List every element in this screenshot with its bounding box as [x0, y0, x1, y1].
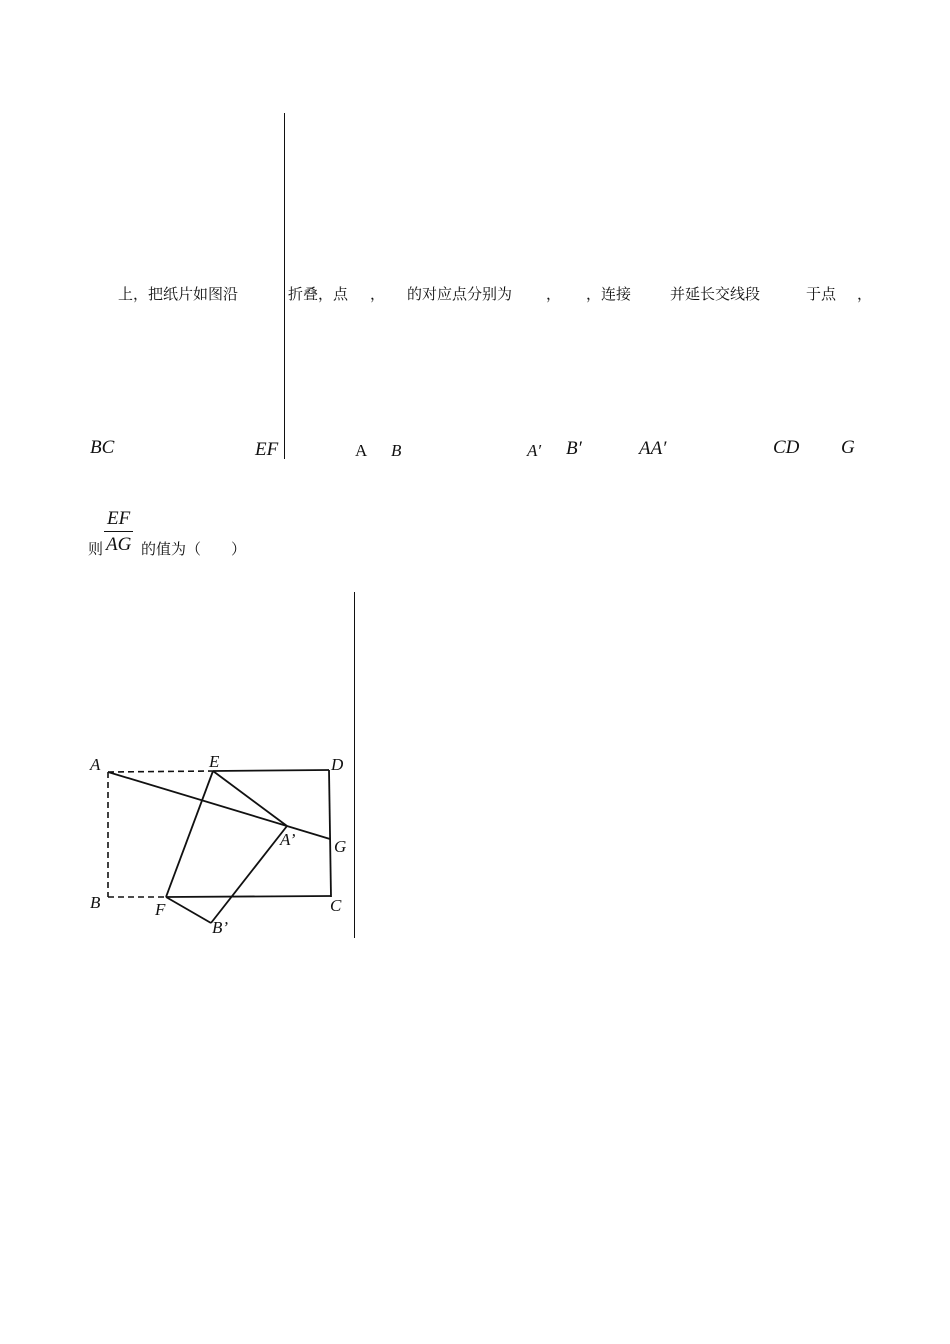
math-label-b-prime: B′: [566, 438, 582, 459]
text-segment: ，连接: [586, 285, 632, 303]
segment-fc: [166, 896, 331, 897]
math-label-ef: EF: [255, 439, 279, 460]
label-f: F: [155, 900, 166, 919]
divider-line-top: [284, 113, 285, 459]
text-segment: ，: [857, 285, 873, 303]
math-label-a: A: [355, 441, 368, 460]
text-segment: 于点: [806, 285, 837, 303]
math-label-b: B: [391, 441, 402, 460]
text-segment: 的对应点分别为: [407, 285, 513, 303]
question-prefix: 则: [88, 540, 104, 558]
math-label-cd: CD: [773, 437, 800, 458]
geometry-figure: [80, 740, 360, 950]
label-a-prime: A’: [280, 830, 296, 849]
question-suffix: 的值为（ ）: [141, 540, 247, 558]
math-label-a-prime: A′: [527, 441, 542, 460]
text-segment: 上，把纸片如图沿: [118, 285, 239, 303]
segment-dc: [329, 770, 331, 897]
label-b: B: [90, 893, 101, 912]
text-segment: 并延长交线段: [670, 285, 761, 303]
math-label-g: G: [841, 437, 855, 458]
segment-a-prime-b-prime: [211, 826, 287, 923]
math-label-aa-prime: AA′: [639, 438, 667, 459]
fraction-numerator: EF: [107, 508, 131, 529]
segment-b-prime-f: [166, 897, 211, 923]
fold-line-ef: [166, 771, 213, 897]
label-c: C: [330, 896, 342, 915]
segment-ea-prime: [213, 771, 287, 826]
text-segment: 折叠，点: [288, 285, 349, 303]
fraction-denominator: AG: [104, 531, 133, 554]
label-b-prime: B’: [212, 918, 229, 937]
fraction: [104, 509, 133, 554]
segment-ag: [108, 772, 330, 839]
math-label-bc: BC: [90, 437, 115, 458]
label-g: G: [334, 837, 347, 856]
label-d: D: [331, 755, 344, 774]
text-segment: ，: [546, 285, 562, 303]
segment-ed: [213, 770, 329, 771]
label-e: E: [209, 752, 220, 771]
dashed-segment-ae: [108, 771, 213, 772]
label-a: A: [90, 755, 101, 774]
text-segment: ，: [370, 285, 386, 303]
